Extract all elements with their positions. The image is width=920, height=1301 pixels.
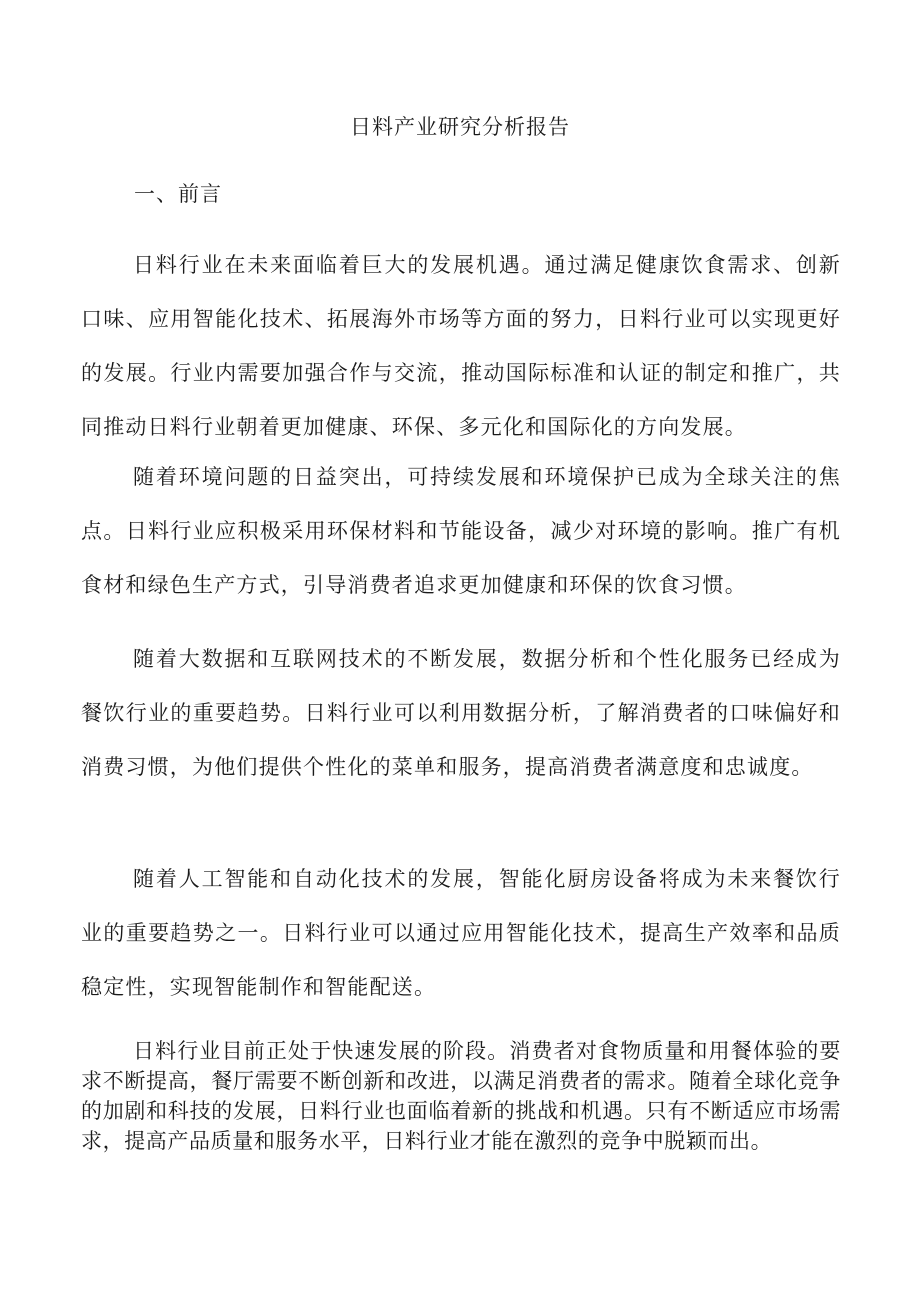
section-heading: 一、前言 — [134, 182, 222, 206]
paragraph-3: 随着大数据和互联网技术的不断发展，数据分析和个性化服务已经成为餐饮行业的重要趋势。日料行业可以利用数据分析，了解消费者的口味偏好和消费习惯，为他们提供个性化的菜单和服务，提高消费者满意度和忠诚度。 — [81, 647, 841, 779]
paragraph-1: 日料行业在未来面临着巨大的发展机遇。通过满足健康饮食需求、创新口味、应用智能化技术、拓展海外市场等方面的努力，日料行业可以实现更好的发展。行业内需要加强合作与交流，推动国际标准和认证的制定和推广，共同推动日料行业朝着更加健康、环保、多元化和国际化的方向发展。 — [81, 253, 841, 439]
document-title: 日料产业研究分析报告 — [350, 115, 570, 139]
paragraph-2: 随着环境问题的日益突出，可持续发展和环境保护已成为全球关注的焦点。日料行业应积极采用环保材料和节能设备，减少对环境的影响。推广有机食材和绿色生产方式，引导消费者追求更加健康和环保的饮食习惯。 — [81, 465, 841, 597]
paragraph-5: 日料行业目前正处于快速发展的阶段。消费者对食物质量和用餐体验的要求不断提高，餐厅需要不断创新和改进，以满足消费者的需求。随着全球化竞争的加剧和科技的发展，日料行业也面临着新的挑战和机遇。只有不断适应市场需求，提高产品质量和服务水平，日料行业才能在激烈的竞争中脱颖而出。 — [81, 1039, 841, 1153]
paragraph-4: 随着人工智能和自动化技术的发展，智能化厨房设备将成为未来餐饮行业的重要趋势之一。日料行业可以通过应用智能化技术，提高生产效率和品质稳定性，实现智能制作和智能配送。 — [81, 867, 841, 999]
